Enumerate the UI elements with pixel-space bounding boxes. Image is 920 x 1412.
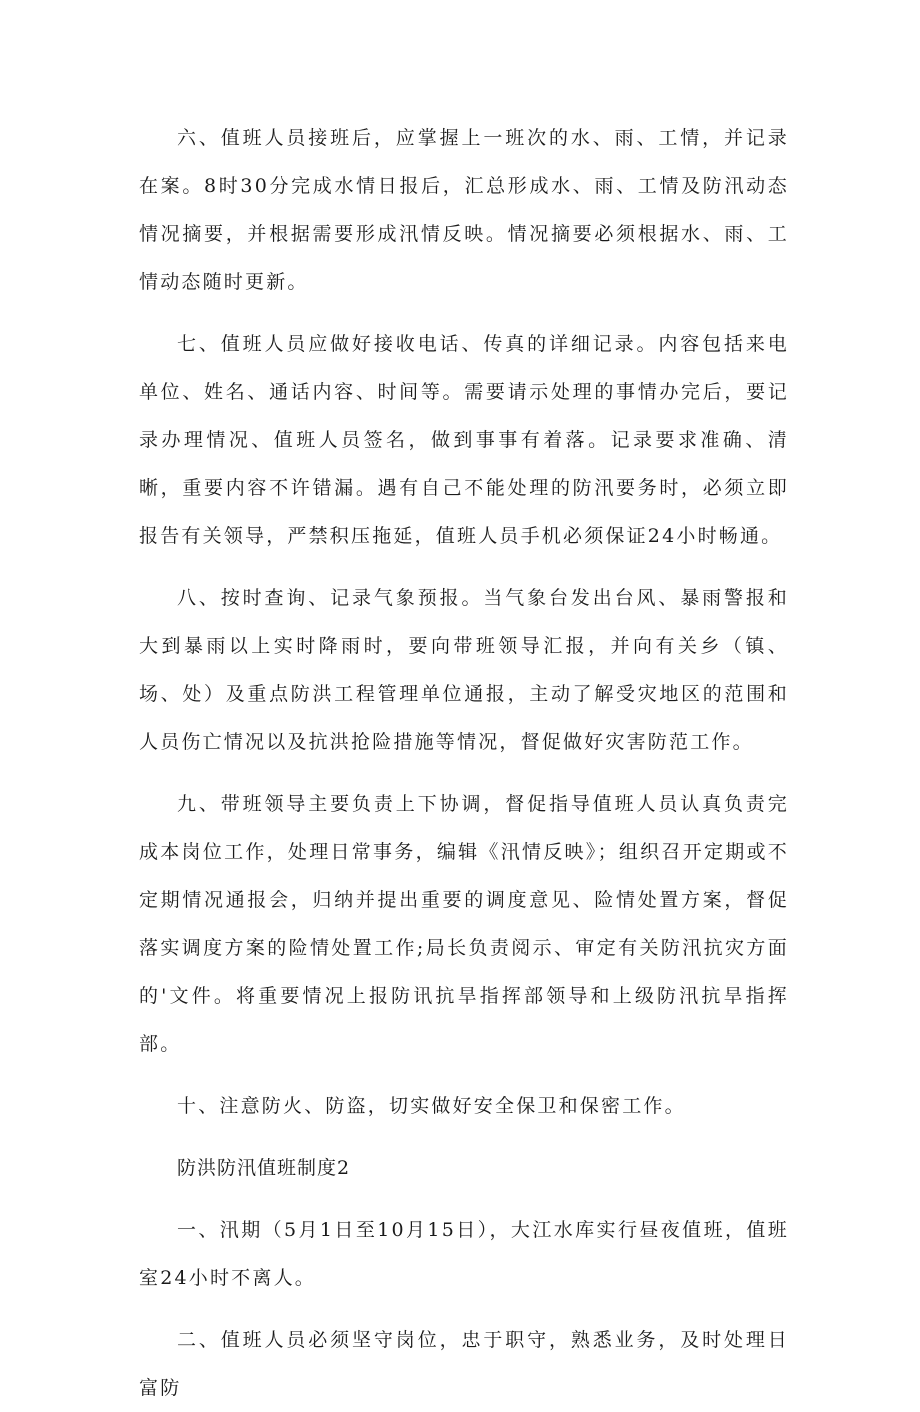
- paragraph-6-shift-handover: 六、值班人员接班后，应掌握上一班次的水、雨、工情，并记录在案。8时30分完成水情日报后，汇总形成水、雨、工情及防汛动态情况摘要，并根据需要形成汛情反映。情况摘要必须根据水、雨、工情动态随时更新。: [139, 127, 789, 293]
- document-body: [139, 114, 789, 1412]
- paragraph-9-shift-leader-duties: 九、带班领导主要负责上下协调，督促指导值班人员认真负责完成本岗位工作，处理日常事务，编辑《汛情反映》；组织召开定期或不定期情况通报会，归纳并提出重要的调度意见、险情处置方案，督促落实调度方案的险情处置工作;局长负责阅示、审定有关防汛抗灾方面的'文件。将重要情况上报防讯抗旱指挥部领导和上级防汛抗旱指挥部。: [139, 793, 789, 1055]
- paragraph-10-fire-theft-prevention: 十、注意防火、防盗，切实做好安全保卫和保密工作。: [177, 1095, 686, 1117]
- paragraph-7-phone-fax-records: 七、值班人员应做好接收电话、传真的详细记录。内容包括来电单位、姓名、通话内容、时间等。需要请示处理的事情办完后，要记录办理情况、值班人员签名，做到事事有着落。记录要求准确、清晰，重要内容不许错漏。遇有自己不能处理的防汛要务时，必须立即报告有关领导，严禁积压拖延，值班人员手机必须保证24小时畅通。: [139, 333, 789, 547]
- section-heading-duty-system-2: 防洪防汛值班制度2: [177, 1157, 351, 1179]
- paragraph-1-flood-season-duty: 一、汛期（5月1日至10月15日），大江水库实行昼夜值班，值班室24小时不离人。: [139, 1219, 789, 1289]
- paragraph-8-weather-forecast: 八、按时查询、记录气象预报。当气象台发出台风、暴雨警报和大到暴雨以上实时降雨时，要向带班领导汇报，并向有关乡（镇、场、处）及重点防洪工程管理单位通报，主动了解受灾地区的范围和人员伤亡情况以及抗洪抢险措施等情况，督促做好灾害防范工作。: [139, 587, 789, 753]
- paragraph-2-duty-staff: 二、值班人员必须坚守岗位，忠于职守，熟悉业务，及时处理日富防: [139, 1329, 789, 1399]
